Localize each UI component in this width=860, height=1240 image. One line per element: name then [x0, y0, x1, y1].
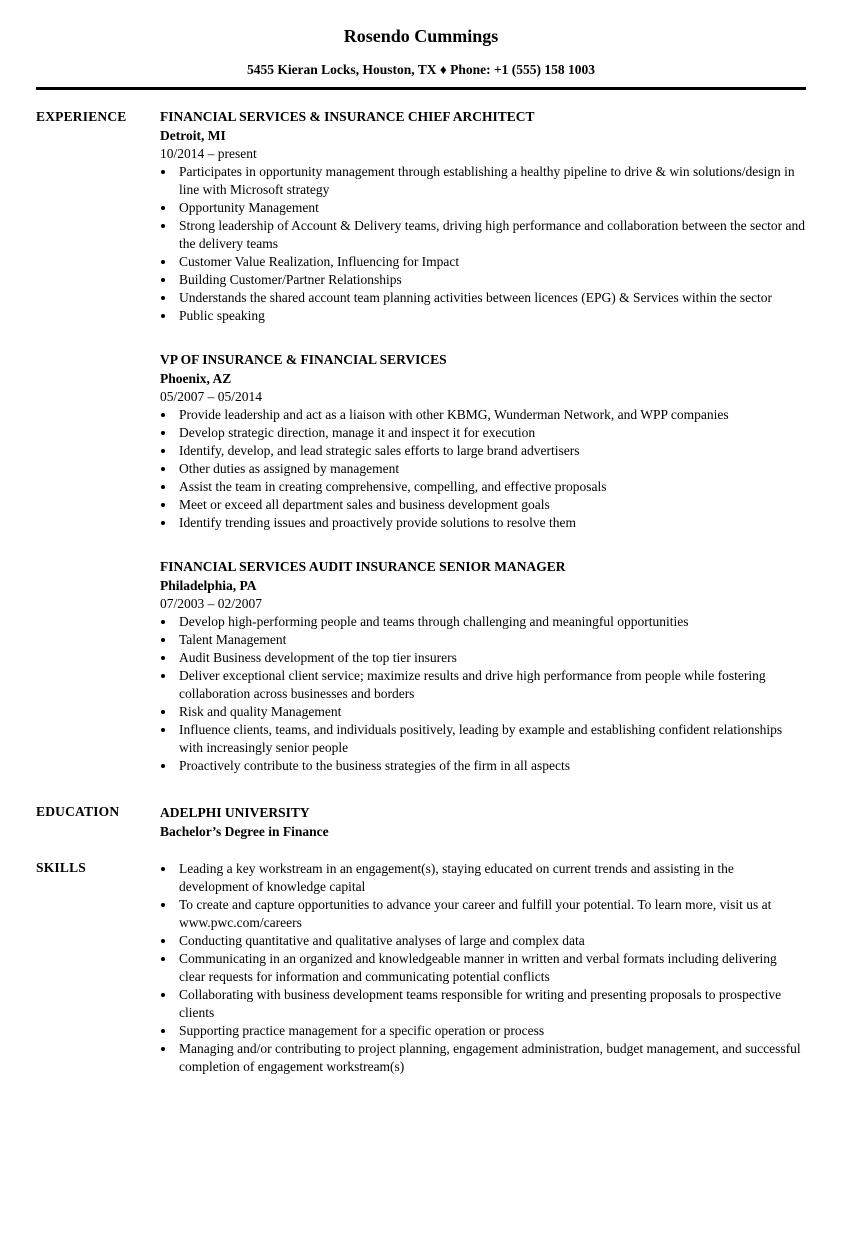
job-entry-1 [160, 108, 806, 325]
experience-section [36, 108, 806, 775]
bullet-item: • Develop high-performing people and teams through challenging and meaningful opportunities [176, 613, 806, 631]
education-degree: Bachelor’s Degree in Finance [160, 824, 329, 839]
experience-content [160, 108, 806, 775]
bullet-item: • Opportunity Management [176, 199, 806, 217]
job-title: VP OF INSURANCE & FINANCIAL SERVICES [160, 352, 447, 367]
bullet-item: • Customer Value Realization, Influencing for Impact [176, 253, 806, 271]
skills-bullet-list [160, 860, 806, 1076]
job-dates: 07/2003 – 02/2007 [160, 596, 263, 611]
bullet-item: • Deliver exceptional client service; maximize results and drive high performance from people while fostering collaboration across businesses and borders [176, 667, 806, 703]
person-name: Rosendo Cummings [343, 26, 499, 46]
job-location: Philadelphia, PA [160, 578, 257, 593]
bullet-item: • Risk and quality Management [176, 703, 806, 721]
experience-section-label: EXPERIENCE [36, 109, 127, 124]
job-entry-2 [160, 351, 806, 532]
bullet-item: • Identify, develop, and lead strategic sales efforts to large brand advertisers [176, 442, 806, 460]
header-divider [36, 87, 806, 90]
bullet-item: • Participates in opportunity management through establishing a healthy pipeline to drive & win solutions/design in line with Microsoft strategy [176, 163, 806, 199]
bullet-item: • Talent Management [176, 631, 806, 649]
bullet-item: • Assist the team in creating comprehensive, compelling, and effective proposals [176, 478, 806, 496]
bullet-item: • Identify trending issues and proactively provide solutions to resolve them [176, 514, 806, 532]
job-bullet-list [160, 163, 806, 325]
contact-line: 5455 Kieran Locks, Houston, TX ♦ Phone: +1 (555) 158 1003 [246, 62, 596, 77]
bullet-item: • Building Customer/Partner Relationships [176, 271, 806, 289]
job-dates: 10/2014 – present [160, 146, 257, 161]
education-school: ADELPHI UNIVERSITY [160, 805, 310, 820]
job-bullet-list [160, 613, 806, 775]
bullet-item: • Proactively contribute to the business strategies of the firm in all aspects [176, 757, 806, 775]
bullet-item: • Collaborating with business development teams responsible for writing and presenting proposals to prospective clients [176, 986, 806, 1022]
bullet-item: • Influence clients, teams, and individuals positively, leading by example and establishing confident relationships with increasingly senior people [176, 721, 806, 757]
skills-section [36, 859, 806, 1076]
bullet-item: • Audit Business development of the top tier insurers [176, 649, 806, 667]
education-section-label: EDUCATION [36, 804, 120, 819]
skills-section-label: SKILLS [36, 860, 86, 875]
job-entry-3 [160, 558, 806, 775]
job-title: FINANCIAL SERVICES & INSURANCE CHIEF ARCHITECT [160, 109, 535, 124]
job-title: FINANCIAL SERVICES AUDIT INSURANCE SENIOR MANAGER [160, 559, 566, 574]
bullet-item: • Public speaking [176, 307, 806, 325]
job-location: Phoenix, AZ [160, 371, 232, 386]
bullet-item: • Supporting practice management for a specific operation or process [176, 1022, 806, 1040]
education-section [36, 803, 806, 841]
job-dates: 05/2007 – 05/2014 [160, 389, 263, 404]
bullet-item: • Communicating in an organized and knowledgeable manner in written and verbal formats including delivering clear requests for information and communicating potential conflicts [176, 950, 806, 986]
bullet-item: • Leading a key workstream in an engagement(s), staying educated on current trends and assisting in the development of knowledge capital [176, 860, 806, 896]
skills-content [160, 859, 806, 1076]
bullet-item: • Meet or exceed all department sales and business development goals [176, 496, 806, 514]
bullet-item: • Understands the shared account team planning activities between licences (EPG) & Services within the sector [176, 289, 806, 307]
education-content [160, 803, 806, 841]
bullet-item: • Strong leadership of Account & Delivery teams, driving high performance and collaboration between the sector and the delivery teams [176, 217, 806, 253]
job-bullet-list [160, 406, 806, 532]
bullet-item: • To create and capture opportunities to advance your career and fulfill your potential. To learn more, visit us at www.pwc.com/careers [176, 896, 806, 932]
bullet-item: • Managing and/or contributing to project planning, engagement administration, budget management, and successful completion of engagement workstream(s) [176, 1040, 806, 1076]
bullet-item: • Develop strategic direction, manage it and inspect it for execution [176, 424, 806, 442]
bullet-item: • Conducting quantitative and qualitative analyses of large and complex data [176, 932, 806, 950]
bullet-item: • Provide leadership and act as a liaison with other KBMG, Wunderman Network, and WPP companies [176, 406, 806, 424]
bullet-item: • Other duties as assigned by management [176, 460, 806, 478]
job-location: Detroit, MI [160, 128, 226, 143]
